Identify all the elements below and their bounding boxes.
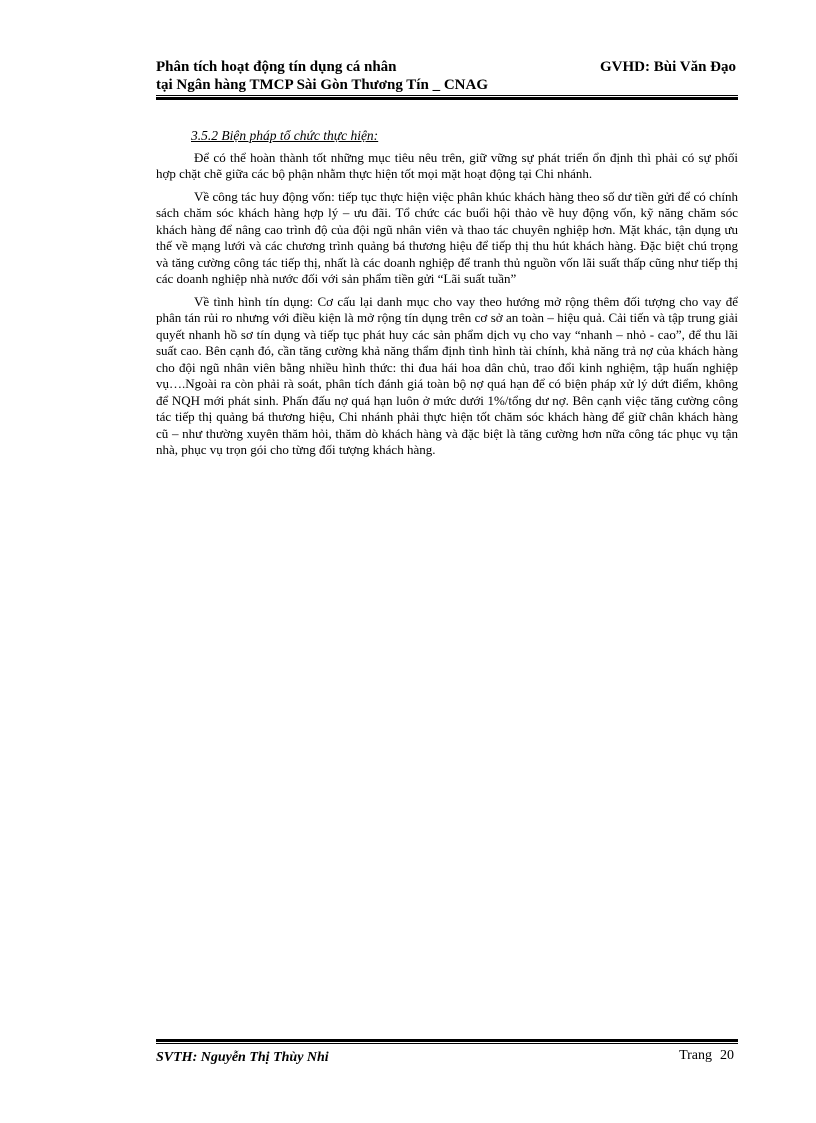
page-content	[156, 128, 738, 465]
paragraph-capital-mobilization: Về công tác huy động vốn: tiếp tục thực hiện việc phân khúc khách hàng theo số dư tiền gửi để có chính sách chăm sóc khách hàng hợp lý – ưu đãi. Tổ chức các buổi hội thảo về huy động vốn, kỹ năng chăm sóc khách hàng để nâng cao trình độ của đội ngũ nhân viên và thao tác chuyên nghiệp hơn. Mặt khác, tận dụng ưu thế về mạng lưới và các chương trình quảng bá thương hiệu để tiếp thị thu hút khách hàng. Đặc biệt chú trọng và tăng cường công tác tiếp thị, nhất là các doanh nghiệp để tranh thủ nguồn vốn lãi suất thấp cũng như tiếp thị các doanh nghiệp nhà nước đối với sản phẩm tiền gửi “Lãi suất tuần”	[156, 188, 738, 286]
document-title-line2: tại Ngân hàng TMCP Sài Gòn Thương Tín _ CNAG	[156, 77, 488, 93]
page-label: Trang	[679, 1048, 712, 1063]
footer-rule-thick	[156, 1039, 738, 1042]
student-name: SVTH: Nguyễn Thị Thùy Nhi	[156, 1050, 329, 1065]
page-number: 20	[720, 1048, 734, 1063]
document-title-line1: Phân tích hoạt động tín dụng cá nhân	[156, 59, 397, 75]
header-rule-thick	[156, 97, 738, 100]
page-header	[156, 58, 738, 98]
header-rule-thin	[156, 95, 738, 96]
section-heading: 3.5.2 Biện pháp tổ chức thực hiện:	[191, 128, 379, 143]
document-title	[156, 58, 488, 94]
page-indicator	[679, 1048, 734, 1064]
advisor-name: GVHD: Bùi Văn Đạo	[600, 59, 736, 75]
footer-rule-thin	[156, 1043, 738, 1044]
paragraph-credit-situation: Về tình hình tín dụng: Cơ cấu lại danh mục cho vay theo hướng mở rộng thêm đối tượng cho vay để phân tán rủi ro nhưng với điều kiện là mở rộng tín dụng trên cơ sở an toàn – hiệu quả. Cải tiến và tập trung giải quyết nhanh hồ sơ tín dụng và tiếp tục phát huy các sản phẩm dịch vụ cho vay “nhanh – nhỏ - cao”, để thu lãi suất cao. Bên cạnh đó, cần tăng cường khả năng thẩm định tình hình tài chính, khả năng trả nợ của khách hàng cho đội ngũ nhân viên bằng nhiều hình thức: thi đua hái hoa dân chủ, trao đổi kinh nghiệm, tập huấn nghiệp vụ….Ngoài ra còn phải rà soát, phân tích đánh giá toàn bộ nợ quá hạn để có biện pháp xử lý dứt điểm, không để NQH mới phát sinh. Phấn đấu nợ quá hạn luôn ở mức dưới 1%/tổng dư nợ. Bên cạnh việc tăng cường công tác tiếp thị quảng bá thương hiệu, Chi nhánh phải thực hiện tốt chăm sóc khách hàng để giữ chân khách hàng cũ – như thường xuyên thăm hỏi, thăm dò khách hàng và đặc biệt là tăng cường hơn nữa công tác phục vụ tận nhà, phục vụ trọn gói cho từng đối tượng khách hàng.	[156, 293, 738, 457]
paragraph-intro: Để có thể hoàn thành tốt những mục tiêu nêu trên, giữ vững sự phát triển ổn định thì phải có sự phối hợp chặt chẽ giữa các bộ phận nhằm thực hiện tốt mọi mặt hoạt động tại Chi nhánh.	[156, 149, 738, 181]
